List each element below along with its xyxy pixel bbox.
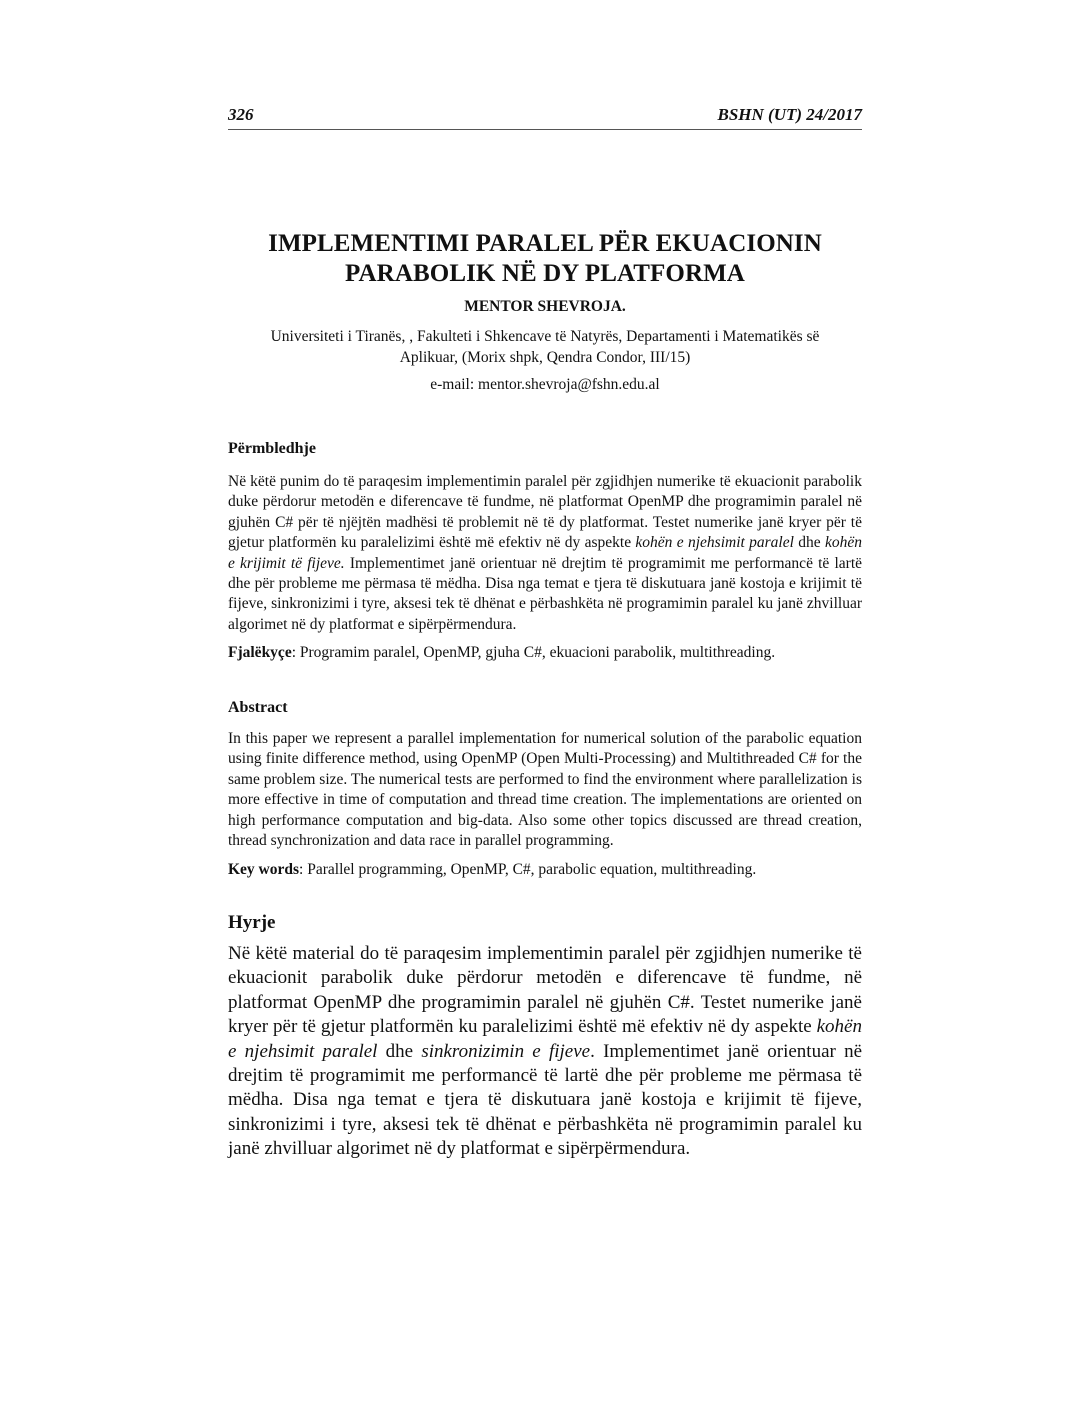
permbledhje-heading: Përmbledhje bbox=[228, 440, 316, 457]
permbledhje-text-part3: Implementimet janë orientuar në drejtim të programimit me performancë të lartë dhe për probleme me përmasa të mëdha. Disa nga temat e tjera të diskutuara janë kostoja e krijimit të fijeve, sinkronizimi i tyre, aksesi tek të dhënat e përbashkëta në programimin paralel ku janë zhvilluar algorimet në dy platformat e sipërpërmendura. bbox=[228, 554, 862, 633]
keywords-label-sq: Fjalëkyçe bbox=[228, 644, 292, 662]
title-line-1: IMPLEMENTIMI PARALEL PËR EKUACIONIN bbox=[268, 230, 822, 257]
affiliation-line-1: Universiteti i Tiranës, , Fakulteti i Shkencave të Natyrës, Departamenti i Matematikës së bbox=[270, 328, 820, 345]
running-header bbox=[228, 105, 862, 130]
permbledhje-text-part1: Në këtë punim do të paraqesim implementimin paralel për zgjidhjen numerike të ekuacionit parabolik duke përdorur metodën e diferencave të fundme, në platformat OpenMP dhe programimin paralel në gjuhën C# për të njëjtën madhësi të problemit në të dy platformat. Testet numerike janë kryer për të gjetur platformën ku paralelizimi është më efektiv në dy aspekte bbox=[228, 473, 862, 552]
abstract-section bbox=[228, 699, 862, 880]
permbledhje-emphasis-1: kohën e njehsimit paralel bbox=[635, 534, 794, 552]
hyrje-heading: Hyrje bbox=[228, 912, 276, 933]
affiliation-line-2: Aplikuar, (Morix shpk, Qendra Condor, III/15) bbox=[399, 349, 691, 366]
permbledhje-section bbox=[228, 440, 862, 663]
title-line-2: PARABOLIK NË DY PLATFORMA bbox=[345, 260, 745, 287]
journal-reference: BSHN (UT) 24/2017 bbox=[717, 105, 862, 124]
keywords-label-en: Key words bbox=[228, 861, 300, 879]
hyrje-emphasis-2: sinkronizimin e fijeve bbox=[421, 1040, 591, 1062]
permbledhje-text-part2: dhe bbox=[793, 534, 825, 552]
hyrje-text-part1: Në këtë material do të paraqesim implementimin paralel për zgjidhjen numerike të ekuacionit parabolik duke përdorur metodën e diferencave të fundme, në platformat OpenMP dhe programimin paralel në gjuhën C#. Testet numerike janë kryer për të gjetur platformën ku paralelizimi është më efektiv në dy aspekte bbox=[228, 943, 862, 1038]
hyrje-emphasis-1: kohën e njehsimit paralel bbox=[228, 1016, 862, 1062]
permbledhje-emphasis-2: kohën e krijimit të fijeve. bbox=[228, 534, 862, 572]
hyrje-text-part3: . Implementimet janë orientuar në drejtim të programimit me performancë të lartë dhe për probleme me përmasa të mëdha. Disa nga temat e tjera të diskutuara janë kostoja e krijimit të fijeve, sinkronizimi i tyre, aksesi tek të dhënat e përbashkëta në programimin paralel ku janë zhvilluar algorimet në dy platformat e sipërpërmendura. bbox=[228, 1040, 862, 1160]
hyrje-section bbox=[228, 912, 862, 1162]
paper-title bbox=[228, 229, 862, 289]
abstract-keywords bbox=[228, 860, 862, 880]
permbledhje-keywords bbox=[228, 643, 862, 663]
author-email: e-mail: mentor.shevroja@fshn.edu.al bbox=[430, 376, 660, 393]
author-affiliation bbox=[228, 326, 862, 368]
title-block bbox=[228, 229, 862, 394]
keywords-text-sq: : Programim paralel, OpenMP, gjuha C#, ekuacioni parabolik, multithreading. bbox=[291, 644, 776, 662]
keywords-text-en: : Parallel programming, OpenMP, C#, parabolic equation, multithreading. bbox=[299, 861, 757, 879]
author-name: MENTOR SHEVROJA. bbox=[464, 298, 626, 315]
permbledhje-text bbox=[228, 472, 862, 635]
page-number: 326 bbox=[228, 105, 254, 124]
hyrje-text bbox=[228, 942, 862, 1162]
hyrje-text-part2: dhe bbox=[377, 1040, 422, 1062]
abstract-text: In this paper we represent a parallel implementation for numerical solution of the parabolic equation using finite difference method, using OpenMP (Open Multi-Processing) and Multithreaded C# for the same problem size. The numerical tests are performed to find the environment where parallelization is more effective in time of computation and thread time creation. The implementations are oriented on high performance computation and big-data. Also some other topics discussed are thread creation, thread synchronization and data race in parallel programming. bbox=[228, 730, 862, 850]
abstract-heading: Abstract bbox=[228, 699, 288, 716]
